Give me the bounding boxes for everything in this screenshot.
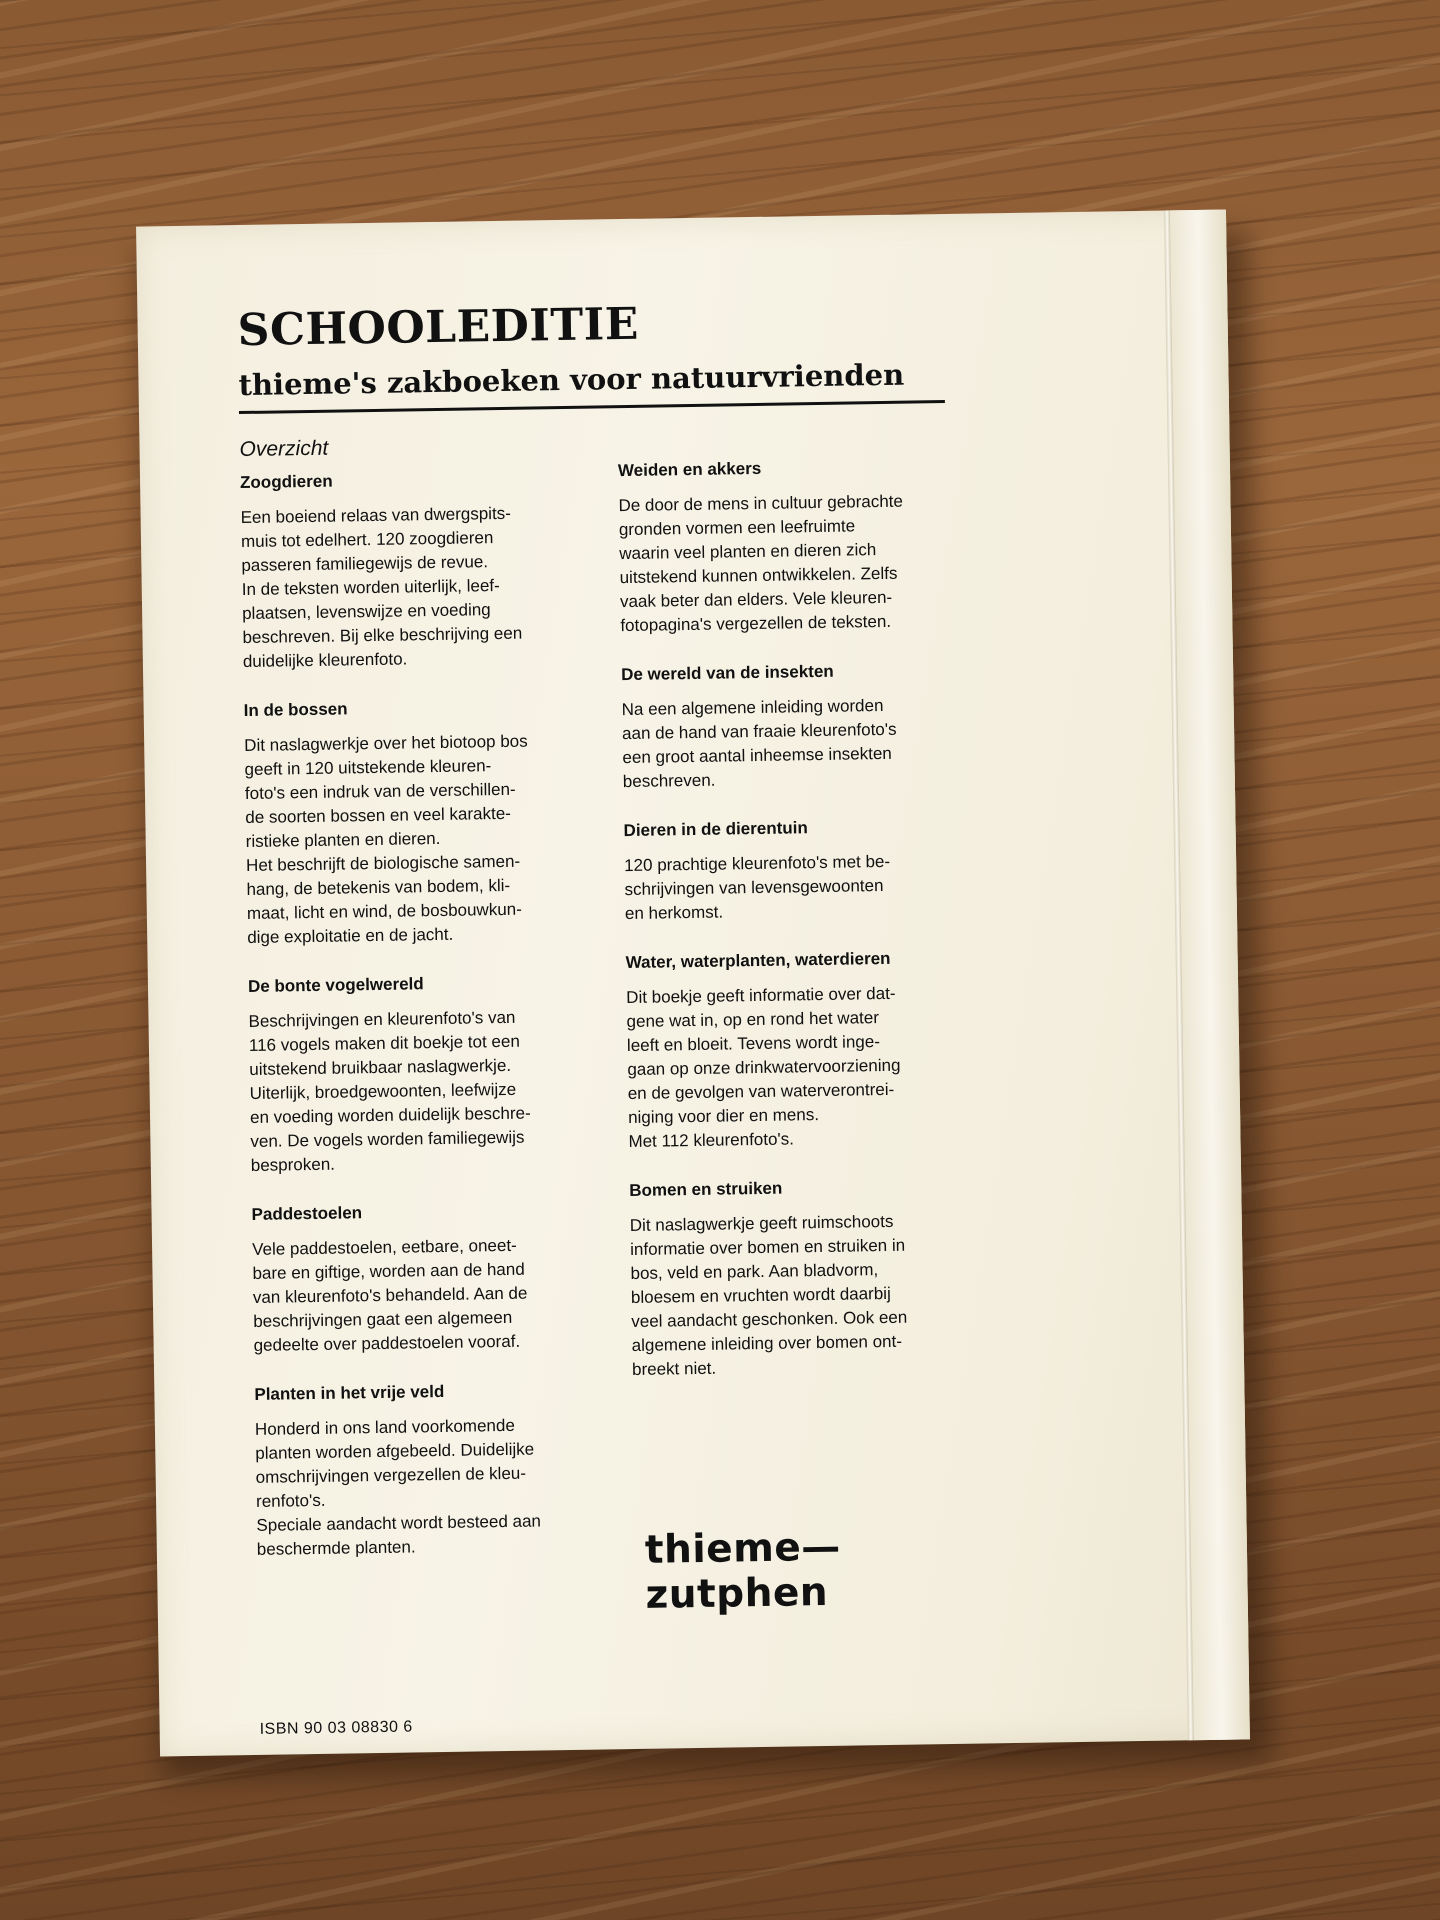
isbn-number: ISBN 90 03 08830 6 — [259, 1718, 413, 1738]
section-de-wereld-van-de-insekten — [621, 658, 993, 794]
cover-subtitle: thieme's zakboeken voor natuurvrienden — [238, 356, 945, 414]
section-title: De wereld van de insekten — [620, 661, 834, 685]
section-body: Dit naslagwerkje over het biotoop bos geeft in 120 uitstekende kleuren- foto's een indruk van de verschillen- de soorten bossen en veel karakte- ristieke planten en dieren. Het beschrijft de biologische samen- hang, de betekenis van bodem, kli- maat, licht en wind, de bosbouwkun- dige exploitatie en de jacht. — [244, 731, 528, 947]
section-title: Water, waterplanten, waterdieren — [625, 948, 891, 973]
section-body: Honderd in ons land voorkomende planten worden afgebeeld. Duidelijke omschrijvingen vergezellen de kleu- renfoto's. Speciale aandacht wordt besteed aan beschermde planten. — [254, 1415, 542, 1559]
section-in-de-bossen — [243, 694, 617, 950]
section-title: De bonte vogelwereld — [247, 974, 424, 996]
section-body: Na een algemene inleiding worden aan de hand van fraaie kleurenfoto's een groot aantal inheemse insekten beschreven. — [621, 695, 897, 792]
section-paddestoelen — [251, 1198, 623, 1358]
section-dieren-in-de-dierentuin — [623, 814, 995, 926]
section-title: Zoogdieren — [239, 471, 333, 493]
section-body: Dit naslagwerkje geeft ruimschoots informatie over bomen en struiken in bos, veld en park. Aan bladvorm, bloesem en vruchten wordt daarbij veel aandacht geschonken. Ook een algemene inleiding over bomen ont- breekt niet. — [629, 1211, 908, 1380]
book-back-cover — [136, 210, 1250, 1757]
section-title: Paddestoelen — [251, 1203, 363, 1224]
overview-label: Overzicht — [239, 436, 329, 462]
section-weiden-en-akkers — [618, 454, 991, 638]
section-body: Beschrijvingen en kleurenfoto's van 116 vogels maken dit boekje tot een uitstekend bruikbaar naslagwerkje. Uiterlijk, broedgewoonten, leefwijze en voeding worden duidelijk beschre- ven. De vogels worden familiegewijs besproken. — [248, 1007, 531, 1175]
section-body: Vele paddestoelen, eetbare, oneet- bare en giftige, worden aan de hand van kleurenfoto's behandeld. Aan de beschrijvingen gaat een algemeen gedeelte over paddestoelen vooraf. — [251, 1235, 528, 1355]
section-title: Weiden en akkers — [617, 458, 762, 481]
publisher-name: thieme—zutphen — [644, 1524, 842, 1618]
cover-content — [237, 292, 1119, 1736]
section-title: Planten in het vrije veld — [254, 1381, 445, 1404]
section-title: In de bossen — [243, 699, 348, 721]
section-body: De door de mens in cultuur gebrachte gronden vormen een leefruimte waarin veel planten en dieren zich uitstekend kunnen ontwikkelen. Zelfs vaak beter dan elders. Vele kleuren- fotopagina's vergezellen de teksten. — [618, 491, 904, 636]
section-body: Een boeiend relaas van dwergspits- muis tot edelhert. 120 zoogdieren passeren familiegewijs de revue. In de teksten worden uiterlijk, leef- plaatsen, levenswijze en voeding beschreven. Bij elke beschrijving een duidelijke kleurenfoto. — [240, 503, 523, 672]
section-water-waterplanten-waterdieren — [626, 946, 999, 1154]
section-planten-in-het-vrije-veld — [254, 1378, 627, 1562]
text-columns — [239, 423, 1119, 1736]
section-de-bonte-vogelwereld — [248, 970, 621, 1178]
section-title: Dieren in de dierentuin — [623, 818, 808, 841]
left-column — [239, 430, 627, 1738]
section-title: Bomen en struiken — [629, 1178, 783, 1201]
section-body: 120 prachtige kleurenfoto's met be- schrijvingen van levensgewoonten en herkomst. — [623, 851, 891, 924]
section-body: Dit boekje geeft informatie over dat- gene wat in, op en rond het water leeft en bloeit. Tevens wordt inge- gaan op onze drinkwatervoorziening en de gevolgen van waterverontrei- niging voor dier en mens. Met 112 kleurenfoto's. — [626, 983, 901, 1152]
cover-title: SCHOOLEDITIE — [237, 298, 640, 357]
section-zoogdieren — [240, 466, 613, 674]
section-bomen-en-struiken — [629, 1174, 1002, 1382]
right-column — [617, 454, 1003, 1618]
